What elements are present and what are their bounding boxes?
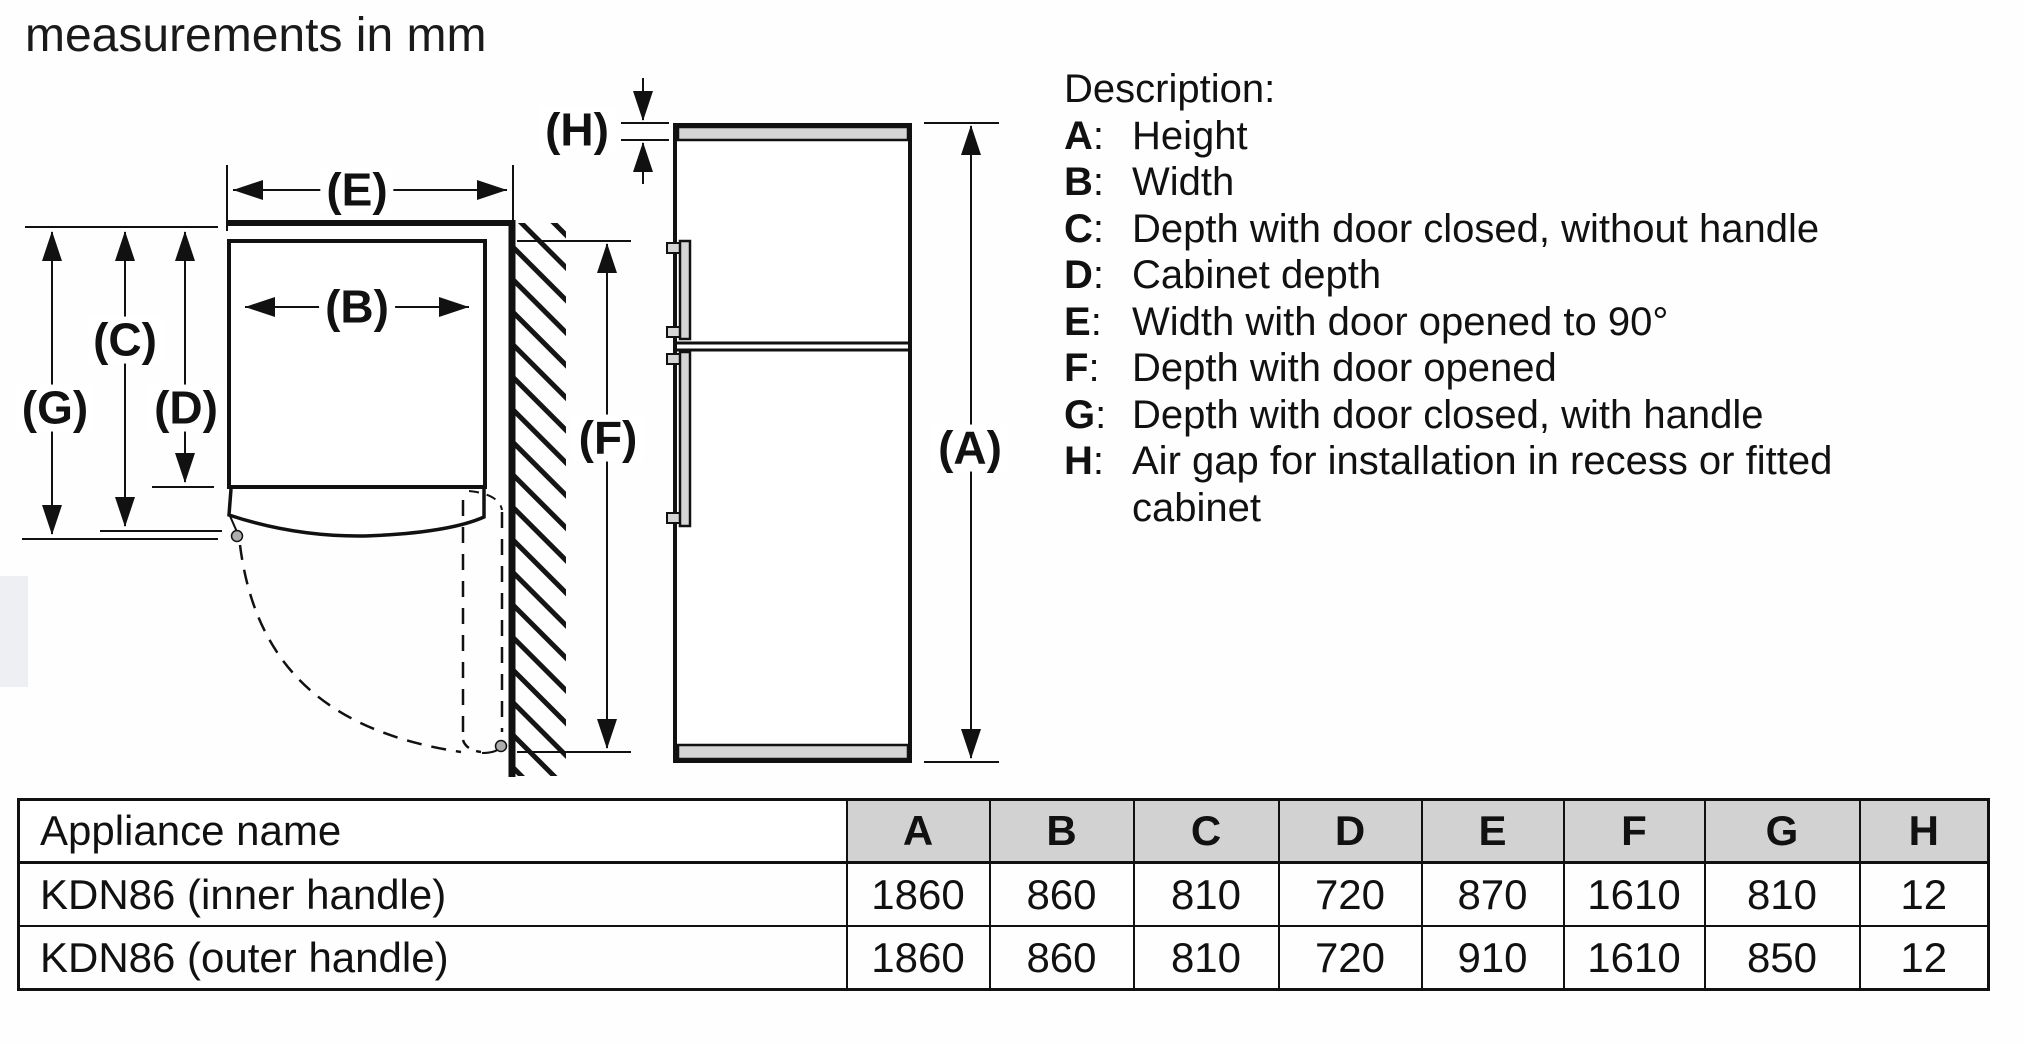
table-row bbox=[19, 863, 1989, 927]
dimension-description: Depth with door opened bbox=[1132, 346, 1557, 390]
description-item bbox=[1064, 299, 1892, 346]
value-cell: 720 bbox=[1279, 926, 1422, 990]
appliance-name-cell: KDN86 (inner handle) bbox=[19, 863, 847, 927]
dim-label-d: (D) bbox=[148, 385, 224, 432]
table-row bbox=[19, 926, 1989, 990]
value-cell: 850 bbox=[1705, 926, 1860, 990]
dimension-description: Depth with door closed, with handle bbox=[1132, 392, 1764, 437]
dim-label-f: (F) bbox=[573, 415, 644, 462]
hinge-point bbox=[496, 741, 507, 752]
dimension-description: Width with door opened to 90° bbox=[1132, 299, 1669, 344]
description-item bbox=[1064, 392, 1892, 439]
top-view-diagram bbox=[22, 165, 566, 777]
spec-table-header-row bbox=[19, 800, 1989, 863]
value-cell: 1860 bbox=[847, 926, 990, 990]
spec-table-body bbox=[19, 863, 1989, 990]
value-cell: 1860 bbox=[847, 863, 990, 927]
dimension-description: Width bbox=[1132, 160, 1235, 204]
column-header: E bbox=[1422, 800, 1564, 863]
dim-label-e: (E) bbox=[320, 167, 393, 214]
value-cell: 1610 bbox=[1564, 863, 1705, 927]
value-cell: 720 bbox=[1279, 863, 1422, 927]
dimension-letter: F : bbox=[1064, 345, 1132, 392]
column-header: D bbox=[1279, 800, 1422, 863]
value-cell: 910 bbox=[1422, 926, 1564, 990]
description-item bbox=[1064, 206, 1892, 253]
dim-h-arrows bbox=[621, 78, 669, 184]
units-note: measurements in mm bbox=[25, 9, 487, 62]
door-swing-arc bbox=[240, 545, 461, 752]
dimension-description: Cabinet depth bbox=[1132, 253, 1382, 297]
value-cell: 870 bbox=[1422, 863, 1564, 927]
dimension-letter: B : bbox=[1064, 159, 1132, 206]
plinth-bar bbox=[678, 745, 908, 759]
value-cell: 860 bbox=[990, 926, 1134, 990]
appliance-name-header: Appliance name bbox=[19, 800, 847, 863]
cabinet-top-view bbox=[229, 241, 485, 487]
description-heading: Description: bbox=[1064, 67, 1276, 111]
wall-hatch bbox=[515, 223, 566, 776]
spec-table bbox=[17, 798, 1990, 991]
column-header: G bbox=[1705, 800, 1860, 863]
value-cell: 12 bbox=[1860, 926, 1989, 990]
description-block bbox=[1064, 66, 1892, 531]
appliance-name-cell: KDN86 (outer handle) bbox=[19, 926, 847, 990]
dim-label-a: (A) bbox=[932, 425, 1008, 472]
door-closed-shape bbox=[229, 489, 484, 536]
value-cell: 810 bbox=[1134, 863, 1279, 927]
dimension-letter: A : bbox=[1064, 113, 1132, 160]
description-list bbox=[1064, 113, 1892, 532]
dimension-letter: E : bbox=[1064, 299, 1132, 346]
dimension-description: Height bbox=[1132, 113, 1248, 158]
description-item bbox=[1064, 438, 1892, 531]
value-cell: 810 bbox=[1705, 863, 1860, 927]
dimension-letter: G : bbox=[1064, 392, 1132, 439]
value-cell: 1610 bbox=[1564, 926, 1705, 990]
dimension-letter: H : bbox=[1064, 438, 1132, 485]
column-header: B bbox=[990, 800, 1134, 863]
dim-label-b: (B) bbox=[319, 284, 395, 331]
dim-label-c: (C) bbox=[87, 317, 163, 364]
column-header: F bbox=[1564, 800, 1705, 863]
dimension-description: Air gap for installation in recess or fitted cabinet bbox=[1132, 439, 1833, 530]
fridge-body bbox=[675, 125, 910, 761]
dim-label-h: (H) bbox=[539, 107, 615, 154]
column-header: H bbox=[1860, 800, 1989, 863]
description-item bbox=[1064, 345, 1892, 392]
dim-label-g: (G) bbox=[16, 385, 94, 432]
dimension-letter: D : bbox=[1064, 252, 1132, 299]
dimension-description: Depth with door closed, without handle bbox=[1132, 206, 1820, 251]
top-air-gap-bar bbox=[678, 127, 908, 140]
value-cell: 12 bbox=[1860, 863, 1989, 927]
value-cell: 860 bbox=[990, 863, 1134, 927]
description-item bbox=[1064, 113, 1892, 160]
door-open-dashed bbox=[463, 491, 502, 753]
description-item bbox=[1064, 159, 1892, 206]
description-item bbox=[1064, 252, 1892, 299]
column-header: C bbox=[1134, 800, 1279, 863]
value-cell: 810 bbox=[1134, 926, 1279, 990]
hinge-point bbox=[232, 531, 243, 542]
column-header: A bbox=[847, 800, 990, 863]
dimension-letter: C : bbox=[1064, 206, 1132, 253]
